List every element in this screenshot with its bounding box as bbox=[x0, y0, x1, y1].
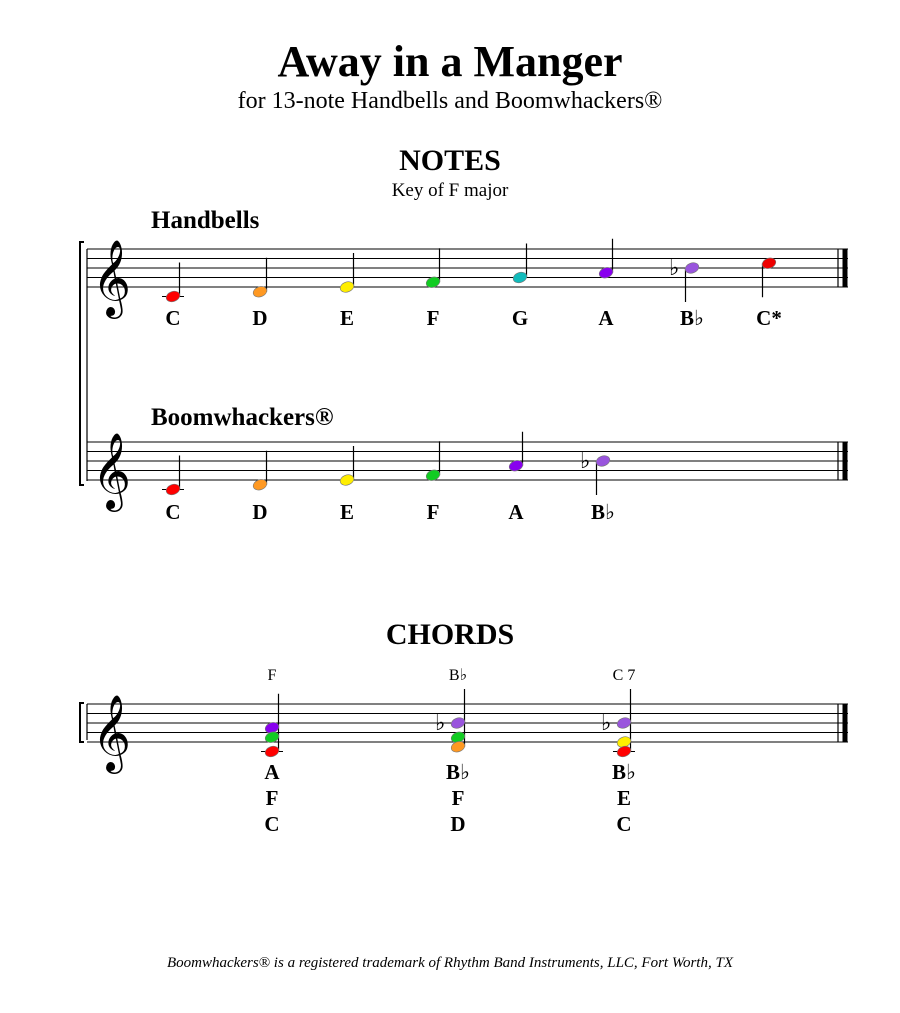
chord-notehead bbox=[450, 716, 467, 730]
note-name-label: D bbox=[252, 306, 268, 330]
chord-note-label: F bbox=[451, 786, 465, 810]
chord-system-bracket bbox=[80, 703, 84, 742]
chord-note-label: F bbox=[265, 786, 279, 810]
notehead bbox=[165, 289, 182, 303]
chords-staff bbox=[87, 667, 848, 836]
note-name-label: A bbox=[508, 500, 524, 524]
handbells-label: Handbells bbox=[151, 207, 260, 234]
notehead bbox=[165, 482, 182, 496]
chord-note-label: B♭ bbox=[612, 760, 636, 784]
chord-note-label: A bbox=[264, 760, 280, 784]
note-name-label: F bbox=[426, 306, 440, 330]
chord-notehead bbox=[616, 716, 633, 730]
treble-clef-icon: 𝄞 bbox=[92, 432, 132, 509]
chord-symbol: F bbox=[267, 667, 277, 684]
chord-note-label: C bbox=[264, 812, 280, 836]
notehead bbox=[339, 473, 356, 487]
note-name-label: B♭ bbox=[680, 306, 704, 330]
flat-sign-icon: ♭ bbox=[669, 256, 680, 281]
notehead bbox=[684, 261, 701, 275]
key-signature-label: Key of F major bbox=[391, 180, 509, 201]
flat-sign-icon: ♭ bbox=[435, 711, 446, 736]
boomwhackers-label: Boomwhackers® bbox=[151, 404, 334, 431]
chords-heading: CHORDS bbox=[385, 618, 515, 651]
note-name-label: A bbox=[598, 306, 614, 330]
flat-sign-icon: ♭ bbox=[580, 449, 591, 474]
chord-note-label: E bbox=[616, 786, 632, 810]
flat-sign-icon: ♭ bbox=[601, 711, 612, 736]
notehead bbox=[512, 270, 529, 284]
treble-clef-icon: 𝄞 bbox=[92, 239, 132, 316]
chord-symbol: C 7 bbox=[612, 667, 636, 684]
handbells-staff bbox=[87, 239, 848, 330]
page-title: Away in a Manger bbox=[277, 37, 623, 86]
chord-note-label: C bbox=[616, 812, 632, 836]
note-name-label: C bbox=[165, 500, 181, 524]
note-name-label: C* bbox=[756, 306, 782, 330]
notehead bbox=[339, 280, 356, 294]
chord-note-label: B♭ bbox=[446, 760, 470, 784]
note-name-label: C bbox=[165, 306, 181, 330]
note-name-label: B♭ bbox=[591, 500, 615, 524]
chord-notehead bbox=[616, 744, 633, 758]
note-name-label: E bbox=[339, 500, 355, 524]
note-name-label: F bbox=[426, 500, 440, 524]
trademark-footer: Boomwhackers® is a registered trademark of Rhythm Band Instruments, LLC, Fort Worth, TX bbox=[167, 955, 733, 971]
note-name-label: G bbox=[511, 306, 529, 330]
note-name-label: D bbox=[252, 500, 268, 524]
chord-notehead bbox=[264, 744, 281, 758]
page-subtitle: for 13-note Handbells and Boomwhackers® bbox=[237, 88, 663, 114]
note-name-label: E bbox=[339, 306, 355, 330]
chord-symbol: B♭ bbox=[448, 667, 468, 684]
chord-note-label: D bbox=[450, 812, 466, 836]
notehead bbox=[595, 454, 612, 468]
system-bracket bbox=[80, 242, 84, 485]
notes-heading: NOTES bbox=[399, 144, 501, 177]
treble-clef-icon: 𝄞 bbox=[92, 694, 132, 771]
boomwhackers-staff bbox=[87, 432, 848, 524]
